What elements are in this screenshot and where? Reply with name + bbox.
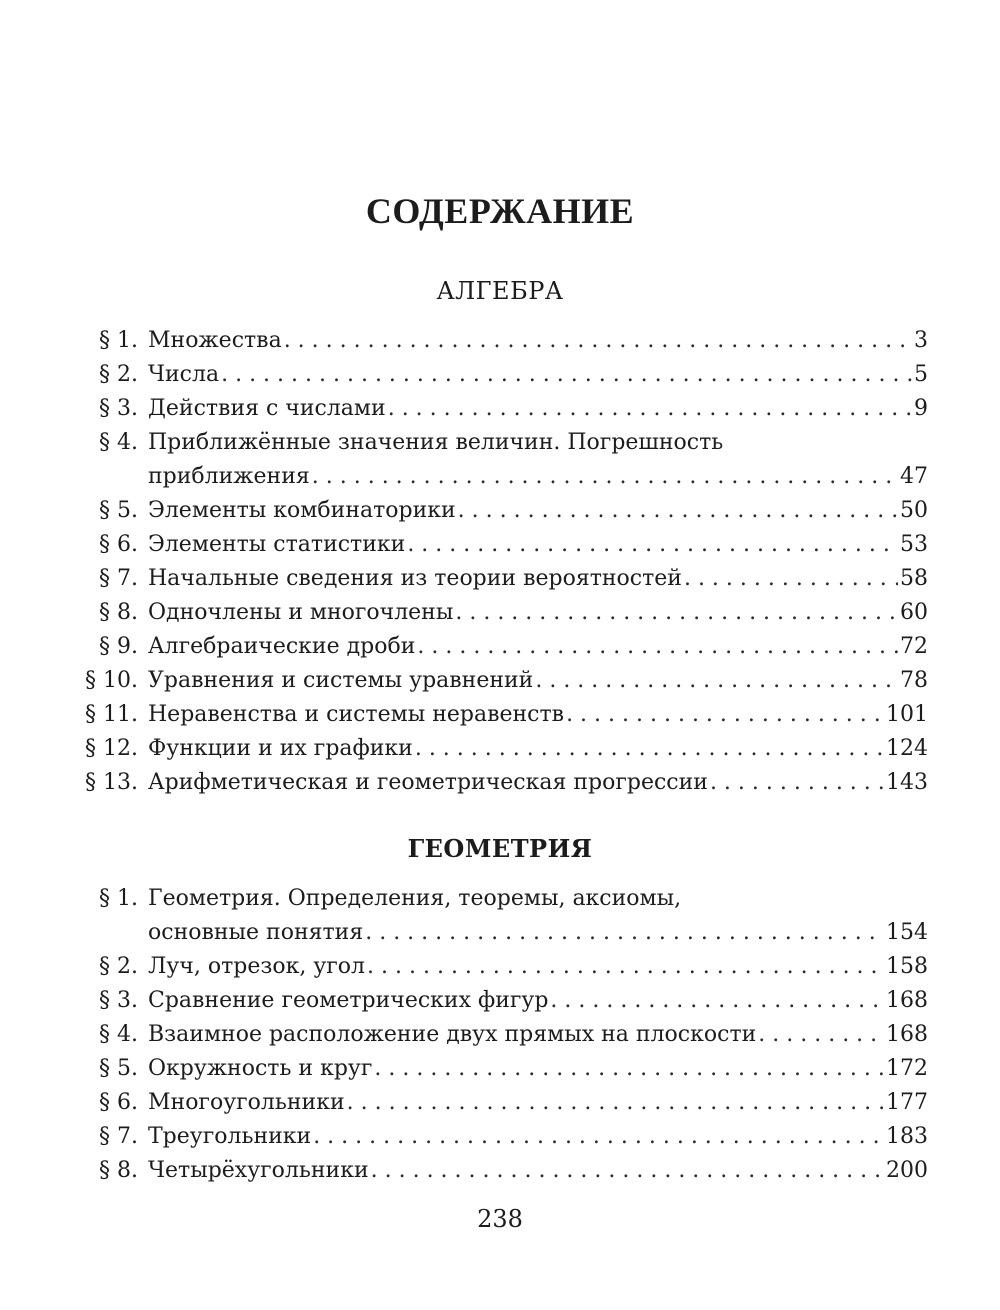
toc-entry[interactable] xyxy=(70,528,928,562)
entry-title: Множества xyxy=(148,328,282,353)
toc-entry[interactable] xyxy=(70,494,928,528)
algebra-heading: АЛГЕБРА xyxy=(436,277,564,305)
toc-entry[interactable] xyxy=(70,698,928,732)
section-number: § 10. xyxy=(85,668,138,693)
dot-leader xyxy=(347,1086,884,1120)
entry-page: 58 xyxy=(900,566,928,591)
dot-leader xyxy=(407,528,898,562)
section-number: § 2. xyxy=(99,954,138,979)
dot-leader xyxy=(550,984,884,1018)
entry-title: основные понятия xyxy=(148,920,364,945)
entry-page: 168 xyxy=(886,988,928,1013)
entry-title: Начальные сведения из теории вероятностей xyxy=(148,566,682,591)
entry-page: 154 xyxy=(886,920,928,945)
toc-entry[interactable] xyxy=(70,732,928,766)
section-number: § 5. xyxy=(99,498,138,523)
entry-page: 143 xyxy=(886,770,928,795)
entry-title: Алгебраические дроби xyxy=(148,634,416,659)
section-number: § 4. xyxy=(99,1022,138,1047)
entry-title: Элементы комбинаторики xyxy=(148,498,456,523)
entry-title: Одночлены и многочлены xyxy=(148,600,454,625)
entry-page: 60 xyxy=(900,600,928,625)
section-number: § 3. xyxy=(99,396,138,421)
toc-entry[interactable] xyxy=(70,358,928,392)
section-number: § 11. xyxy=(85,702,138,727)
entry-title-line1: Приближённые значения величин. Погрешность xyxy=(148,430,724,455)
toc-entry[interactable] xyxy=(70,392,928,426)
dot-leader xyxy=(417,630,898,664)
entry-page: 78 xyxy=(900,668,928,693)
dot-leader xyxy=(758,1018,884,1052)
dot-leader xyxy=(566,698,884,732)
dot-leader xyxy=(284,324,912,358)
dot-leader xyxy=(415,732,884,766)
entry-title: Сравнение геометрических фигур xyxy=(148,988,549,1013)
entry-title: Арифметическая и геометрическая прогрессии xyxy=(148,770,708,795)
entry-title-line1: Геометрия. Определения, теоремы, аксиомы, xyxy=(148,886,682,911)
entry-page: 168 xyxy=(886,1022,928,1047)
toc-entry[interactable] xyxy=(70,1120,928,1154)
page-title: СОДЕРЖАНИЕ xyxy=(365,191,635,231)
entry-page: 3 xyxy=(914,328,928,353)
toc-entry[interactable] xyxy=(70,984,928,1018)
entry-title: Луч, отрезок, угол xyxy=(148,954,366,979)
toc-entry[interactable] xyxy=(70,596,928,630)
section-number: § 9. xyxy=(99,634,138,659)
toc-entry[interactable] xyxy=(70,1018,928,1052)
entry-title: Уравнения и системы уравнений xyxy=(148,668,534,693)
entry-title: приближения xyxy=(148,464,310,489)
entry-page: 177 xyxy=(886,1090,928,1115)
dot-leader xyxy=(535,664,898,698)
entry-page: 9 xyxy=(914,396,928,421)
entry-title: Треугольники xyxy=(148,1124,312,1149)
section-number: § 6. xyxy=(99,1090,138,1115)
dot-leader xyxy=(374,1052,884,1086)
entry-page: 158 xyxy=(886,954,928,979)
page-number: 238 xyxy=(477,1205,523,1233)
toc-entry[interactable] xyxy=(70,950,928,984)
entry-page: 5 xyxy=(914,362,928,387)
toc-entry[interactable] xyxy=(70,1086,928,1120)
dot-leader xyxy=(221,358,912,392)
section-number: § 5. xyxy=(99,1056,138,1081)
entry-page: 124 xyxy=(886,736,928,761)
toc-entry[interactable] xyxy=(70,664,928,698)
section-number: § 6. xyxy=(99,532,138,557)
entry-page: 183 xyxy=(886,1124,928,1149)
section-number: § 4. xyxy=(99,430,138,455)
dot-leader xyxy=(367,950,884,984)
toc-entry[interactable] xyxy=(70,324,928,358)
section-number: § 1. xyxy=(99,328,138,353)
dot-leader xyxy=(710,766,884,800)
entry-title: Действия с числами xyxy=(148,396,386,421)
algebra-toc xyxy=(70,324,928,800)
section-number: § 1. xyxy=(99,886,138,911)
toc-entry[interactable] xyxy=(70,630,928,664)
dot-leader xyxy=(388,392,912,426)
entry-title: Окружность и круг xyxy=(148,1056,373,1081)
entry-title: Многоугольники xyxy=(148,1090,345,1115)
entry-page: 172 xyxy=(886,1056,928,1081)
dot-leader xyxy=(313,1120,884,1154)
section-number: § 7. xyxy=(99,566,138,591)
dot-leader xyxy=(365,916,884,950)
dot-leader xyxy=(684,562,898,596)
entry-title: Четырёхугольники xyxy=(148,1158,369,1183)
entry-title: Числа xyxy=(148,362,220,387)
section-number: § 3. xyxy=(99,988,138,1013)
entry-page: 101 xyxy=(886,702,928,727)
dot-leader xyxy=(312,460,898,494)
entry-page: 50 xyxy=(900,498,928,523)
toc-entry[interactable] xyxy=(70,882,928,950)
entry-page: 200 xyxy=(886,1158,928,1183)
entry-title: Неравенства и системы неравенств xyxy=(148,702,565,727)
entry-title: Элементы статистики xyxy=(148,532,406,557)
section-number: § 7. xyxy=(99,1124,138,1149)
toc-entry[interactable] xyxy=(70,426,928,494)
section-number: § 2. xyxy=(99,362,138,387)
section-number: § 13. xyxy=(85,770,138,795)
dot-leader xyxy=(455,596,898,630)
dot-leader xyxy=(371,1154,884,1188)
entry-page: 72 xyxy=(900,634,928,659)
entry-title: Функции и их графики xyxy=(148,736,413,761)
section-number: § 12. xyxy=(85,736,138,761)
toc-entry[interactable] xyxy=(70,562,928,596)
entry-title: Взаимное расположение двух прямых на плоскости xyxy=(148,1022,757,1047)
toc-entry[interactable] xyxy=(70,1154,928,1188)
section-number: § 8. xyxy=(99,600,138,625)
toc-entry[interactable] xyxy=(70,1052,928,1086)
entry-page: 47 xyxy=(900,464,928,489)
dot-leader xyxy=(458,494,898,528)
entry-page: 53 xyxy=(900,532,928,557)
toc-entry[interactable] xyxy=(70,766,928,800)
section-number: § 8. xyxy=(99,1158,138,1183)
geometry-heading: ГЕОМЕТРИЯ xyxy=(407,834,593,863)
geometry-toc xyxy=(70,882,928,1188)
